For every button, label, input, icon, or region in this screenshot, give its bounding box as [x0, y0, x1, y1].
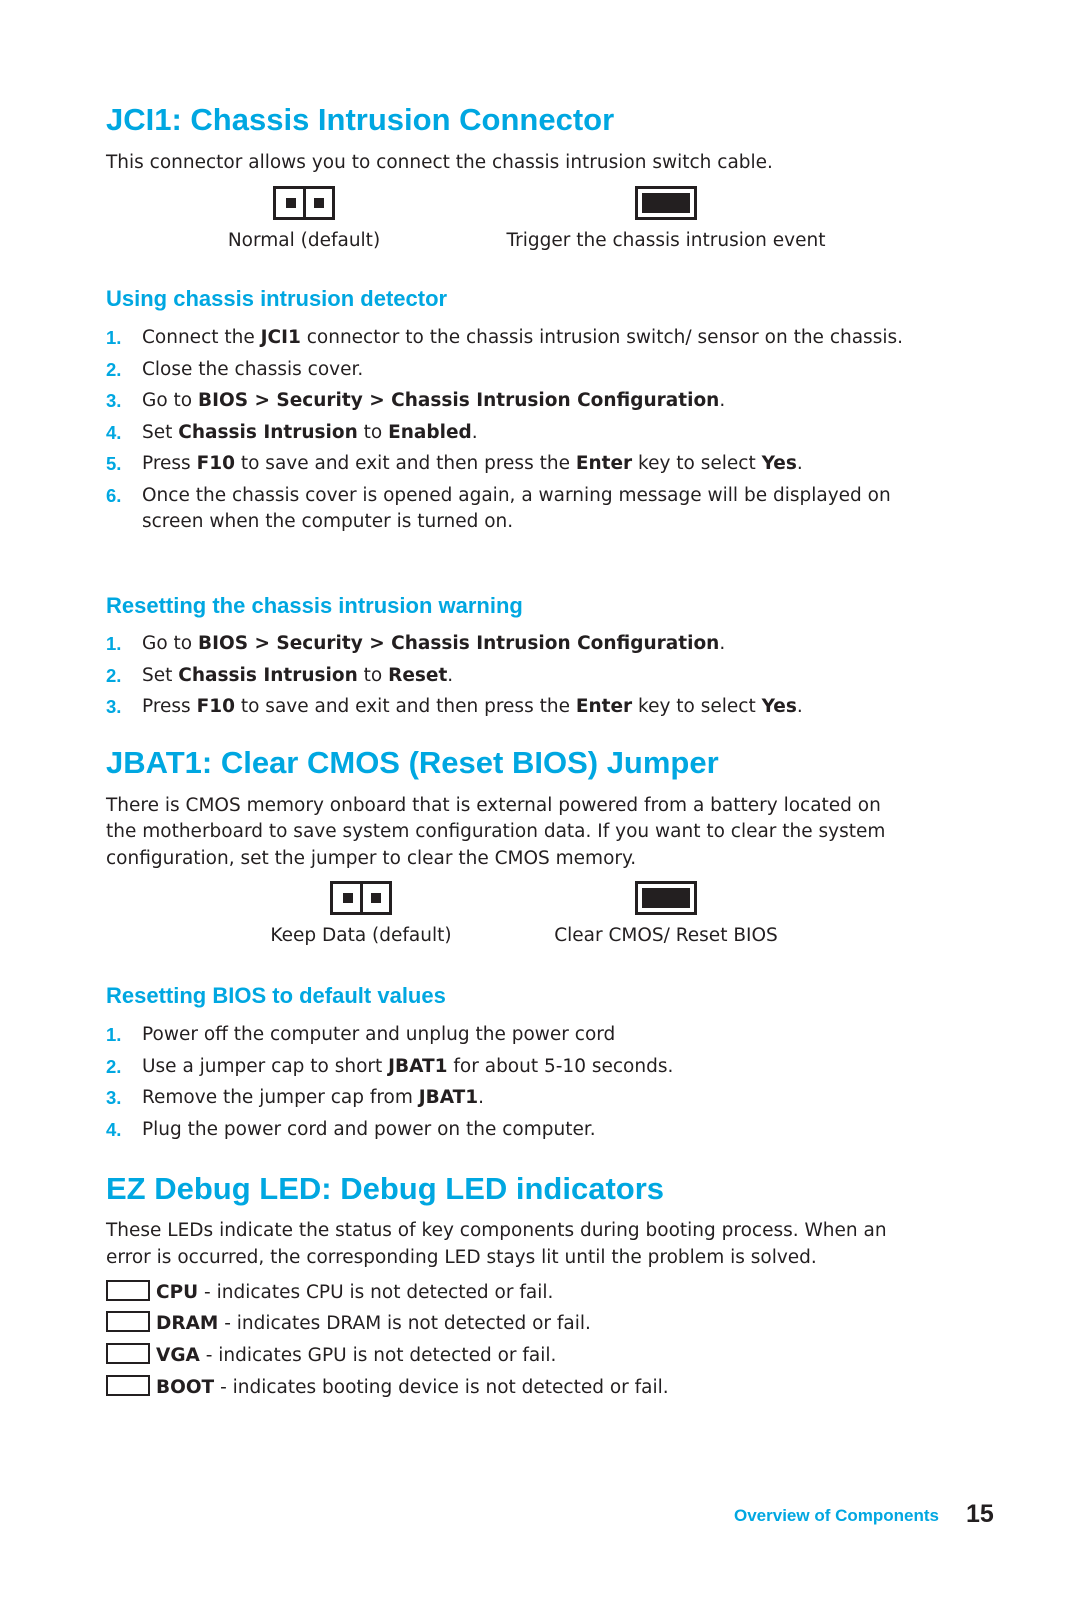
led-name: VGA: [156, 1345, 200, 1366]
led-description: [156, 1280, 553, 1306]
step-text-part: Power off the computer and unplug the power cord: [142, 1024, 616, 1045]
list-item: [106, 631, 936, 658]
list-item: [106, 451, 936, 478]
jci1-normal-label: Normal (default): [227, 230, 381, 251]
step-number: 3.: [106, 1087, 122, 1108]
step-text-part: .: [796, 696, 803, 717]
ez-debug-intro-line-1: These LEDs indicate the status of key components during booting process. When an: [106, 1220, 887, 1241]
step-text: [142, 631, 936, 658]
led-desc-text: - indicates CPU is not detected or fail.: [198, 1282, 554, 1303]
step-text-part: to: [357, 664, 389, 686]
step-number: 4.: [106, 1118, 122, 1140]
step-text: [142, 388, 936, 415]
jci1-trigger-label: Trigger the chassis intrusion event: [506, 230, 826, 251]
led-description: [156, 1311, 591, 1337]
list-item: [106, 357, 936, 384]
ez-debug-title: EZ Debug LED: Debug LED indicators: [106, 1171, 665, 1206]
step-emphasis: Enabled: [388, 421, 472, 443]
step-emphasis: JBAT1: [418, 1087, 479, 1108]
led-desc-text: - indicates GPU is not detected or fail.: [199, 1345, 557, 1366]
list-item: [106, 694, 936, 721]
step-text: [142, 483, 936, 536]
jbat1-keep-label: Keep Data (default): [270, 925, 452, 946]
list-item: [106, 663, 936, 690]
jci1-trigger-jumper-icon: [635, 186, 697, 220]
list-item: [106, 325, 936, 352]
list-item: [106, 420, 936, 447]
list-item: [106, 388, 936, 415]
list-item: [106, 1022, 936, 1049]
step-text-part: Press: [142, 696, 197, 717]
jci1-title: JCI1: Chassis Intrusion Connector: [106, 102, 615, 137]
step-text: [142, 1117, 936, 1144]
reset-bios-steps: [106, 1022, 936, 1148]
using-detector-steps: [106, 325, 936, 541]
step-text-part: Press: [142, 453, 197, 474]
step-text-part: Set: [142, 664, 179, 686]
step-text-part: .: [471, 421, 478, 443]
step-number: 3.: [106, 696, 122, 717]
step-number: 1.: [106, 633, 122, 654]
step-emphasis: Chassis Intrusion: [178, 421, 358, 443]
led-indicator-icon: [106, 1343, 150, 1364]
step-text-part: Go to: [142, 633, 198, 654]
step-text: [142, 420, 936, 447]
step-text-part: Close the chassis cover.: [142, 358, 364, 380]
step-text-part: to save and exit and then press the: [234, 453, 576, 474]
step-number: 4.: [106, 421, 122, 443]
step-number: 3.: [106, 390, 122, 411]
step-text-part: Connect the: [142, 327, 261, 348]
step-number: 2.: [106, 358, 122, 380]
led-description: [156, 1375, 669, 1401]
step-text-part: .: [447, 664, 454, 686]
jbat1-intro-line-2: the motherboard to save system configuration data. If you want to clear the system: [106, 821, 886, 842]
jbat1-title: JBAT1: Clear CMOS (Reset BIOS) Jumper: [106, 745, 719, 780]
step-emphasis: JCI1: [260, 327, 301, 348]
jbat1-clear-jumper-icon: [635, 881, 697, 915]
step-text-part: key to select: [632, 696, 762, 717]
step-text-part: Once the chassis cover is opened again, a warning message will be displayed on screen when the computer is turned on.: [142, 484, 891, 532]
jci1-intro: This connector allows you to connect the chassis intrusion switch cable.: [106, 152, 773, 173]
led-name: CPU: [156, 1282, 199, 1303]
step-text-part: .: [719, 633, 726, 654]
step-text-part: Set: [142, 421, 179, 443]
step-emphasis: Chassis Intrusion: [178, 664, 358, 686]
step-text: [142, 694, 936, 721]
step-emphasis: Reset: [388, 664, 448, 686]
jbat1-clear-label: Clear CMOS/ Reset BIOS: [554, 925, 778, 946]
led-description: [156, 1343, 556, 1369]
reset-bios-heading: Resetting BIOS to default values: [106, 983, 446, 1008]
led-indicator-icon: [106, 1375, 150, 1396]
step-number: 1.: [106, 1024, 122, 1045]
step-text-part: .: [796, 453, 803, 474]
footer-section-label: Overview of Components: [734, 1506, 939, 1525]
step-text-part: .: [719, 390, 726, 411]
list-item: [106, 483, 936, 536]
step-number: 2.: [106, 1055, 122, 1077]
list-item: [106, 1054, 936, 1081]
led-name: BOOT: [156, 1377, 215, 1398]
led-indicator-icon: [106, 1280, 150, 1301]
step-emphasis: BIOS > Security > Chassis Intrusion Configuration: [198, 633, 720, 654]
step-emphasis: Yes: [761, 696, 797, 717]
page-number: 15: [966, 1500, 994, 1528]
using-detector-heading: Using chassis intrusion detector: [106, 286, 448, 311]
reset-warning-heading: Resetting the chassis intrusion warning: [106, 593, 523, 618]
step-emphasis: Enter: [575, 696, 633, 717]
step-text-part: key to select: [632, 453, 762, 474]
step-number: 6.: [106, 484, 122, 506]
step-text-part: Use a jumper cap to short: [142, 1055, 389, 1077]
step-text: [142, 1085, 936, 1112]
step-text-part: Remove the jumper cap from: [142, 1087, 419, 1108]
jbat1-intro-line-1: There is CMOS memory onboard that is external powered from a battery located on: [106, 795, 881, 816]
step-emphasis: JBAT1: [388, 1055, 448, 1077]
jci1-normal-jumper-icon: [273, 186, 335, 220]
step-emphasis: Enter: [575, 453, 633, 474]
led-desc-text: - indicates DRAM is not detected or fail.: [218, 1313, 591, 1334]
jbat1-intro-line-3: configuration, set the jumper to clear the CMOS memory.: [106, 848, 637, 869]
led-indicator-icon: [106, 1311, 150, 1332]
step-number: 1.: [106, 327, 122, 348]
step-text-part: Go to: [142, 390, 198, 411]
step-text: [142, 663, 936, 690]
step-emphasis: F10: [196, 696, 235, 717]
step-text: [142, 1022, 936, 1049]
led-name: DRAM: [156, 1313, 219, 1334]
step-text-part: for about 5-10 seconds.: [447, 1055, 674, 1077]
step-number: 5.: [106, 453, 122, 474]
step-emphasis: BIOS > Security > Chassis Intrusion Configuration: [198, 390, 720, 411]
step-emphasis: Yes: [761, 453, 797, 474]
led-desc-text: - indicates booting device is not detected or fail.: [214, 1377, 669, 1398]
ez-debug-intro-line-2: error is occurred, the corresponding LED stays lit until the problem is solved.: [106, 1247, 817, 1268]
step-text-part: to: [357, 421, 389, 443]
step-text-part: to save and exit and then press the: [234, 696, 576, 717]
step-text: [142, 451, 936, 478]
step-text: [142, 325, 936, 352]
step-text-part: .: [478, 1087, 485, 1108]
list-item: [106, 1117, 936, 1144]
step-emphasis: F10: [196, 453, 235, 474]
step-text: [142, 1054, 936, 1081]
step-number: 2.: [106, 664, 122, 686]
step-text-part: connector to the chassis intrusion switch/ sensor on the chassis.: [300, 327, 903, 348]
list-item: [106, 1085, 936, 1112]
step-text-part: Plug the power cord and power on the computer.: [142, 1118, 596, 1140]
jbat1-keep-jumper-icon: [330, 881, 392, 915]
step-text: [142, 357, 936, 384]
reset-warning-steps: [106, 631, 936, 726]
